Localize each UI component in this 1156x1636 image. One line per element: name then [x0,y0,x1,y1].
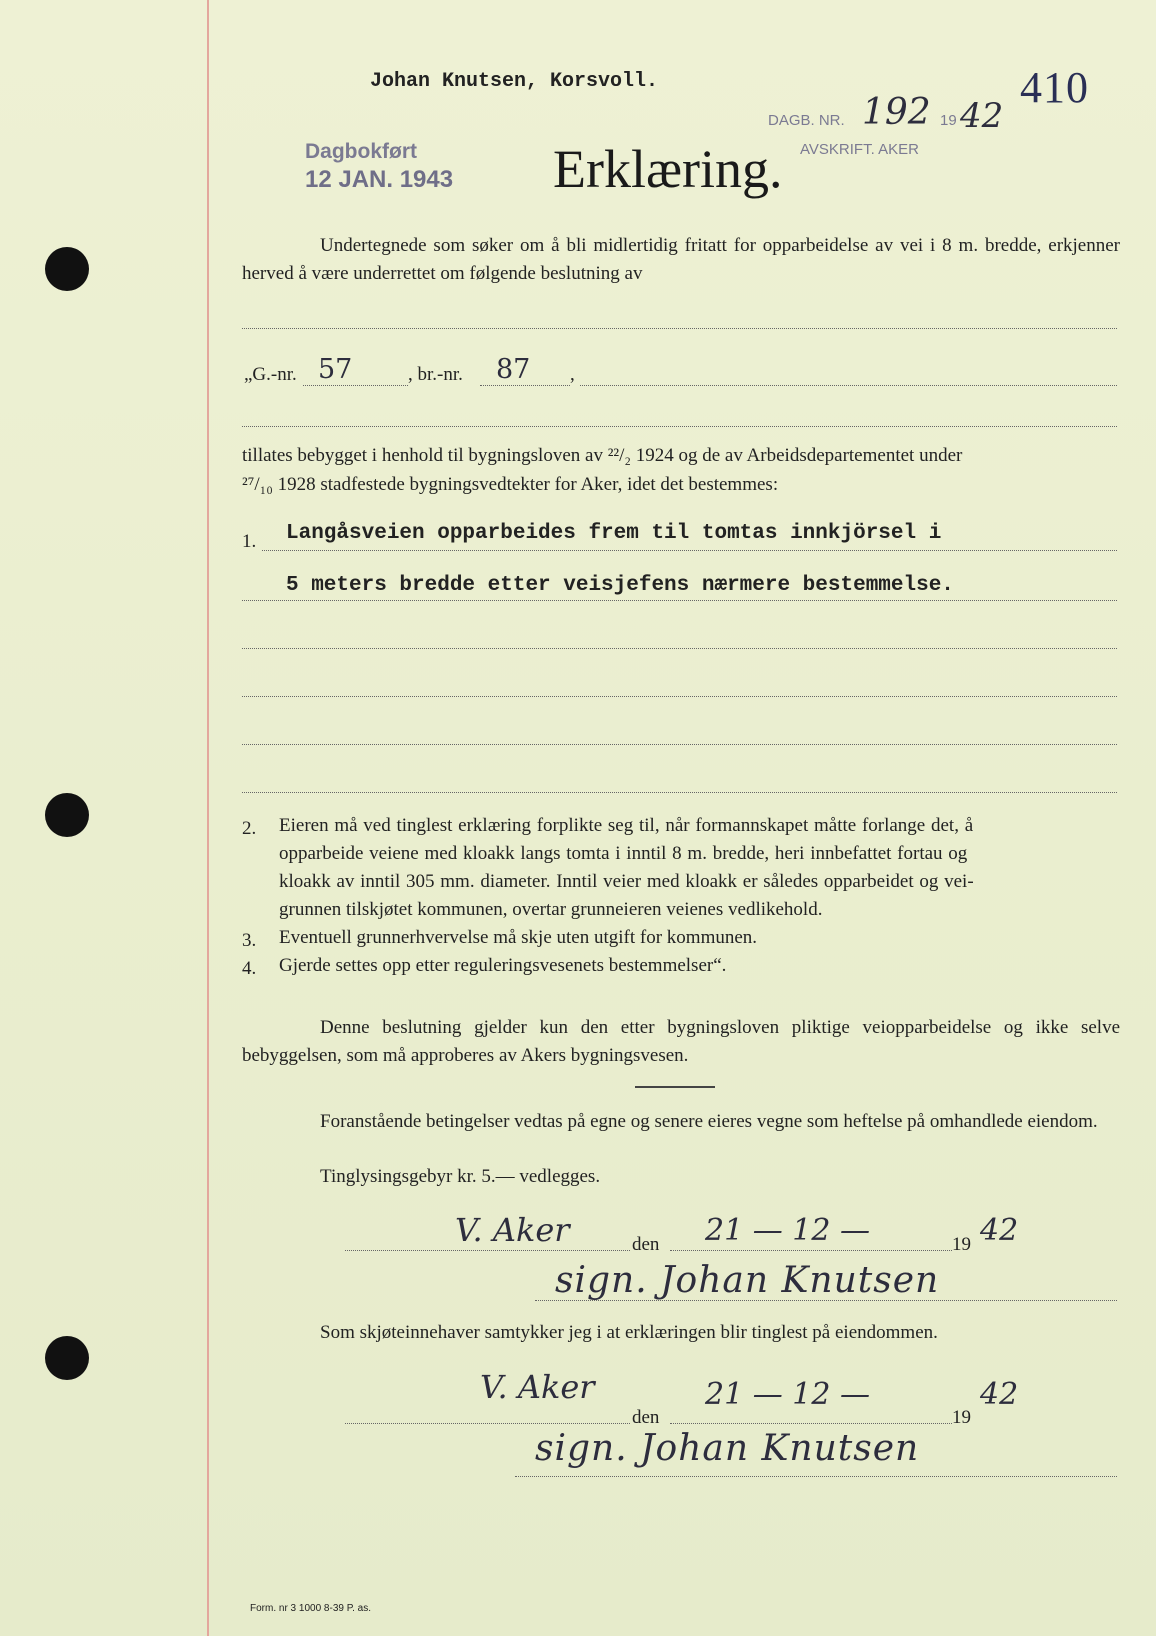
signature-1-line [535,1300,1117,1301]
intro-paragraph [242,232,1120,288]
punch-hole-middle [45,793,89,837]
signature-1-year: 42 [980,1213,1019,1248]
condition-1-line-rule [262,550,1117,551]
dagb-number: 192 [862,92,931,133]
dagb-year: 42 [960,96,1004,136]
condition-2-line-1: Eieren må ved tinglest erklæring forplikte seg til, når formannskapet måtte forlange det, å [279,815,974,836]
gnr-line [303,385,408,386]
blank-line [242,328,1117,329]
signature-2-date: 21 — 12 — [705,1377,870,1412]
condition-1-line-1: Langåsveien opparbeides frem til tomtas innkjörsel i [286,522,942,545]
condition-1-number: 1. [242,531,257,552]
document-title: Erklæring. [553,139,783,199]
consent-text: Som skjøteinnehaver samtykker jeg i at erklæringen blir tinglest på eiendommen. [320,1322,938,1343]
condition-2-line-2: opparbeide veiene med kloakk langs tomta i inntil 8 m. bredde, heri innbefattet fortau og [279,843,968,864]
signature-2-den-label: den [632,1407,660,1428]
divider [635,1086,715,1088]
signature-2-year-prefix: 19 [952,1407,971,1428]
signature-2-line [515,1476,1117,1477]
condition-2-number: 2. [242,818,257,839]
dagb-stamp-label: DAGB. NR. [768,112,845,129]
gnr-label: „G.-nr. [244,364,297,385]
blank-line [242,648,1117,649]
blank-line [242,696,1117,697]
signature-1-date-line [670,1250,952,1251]
signature-1-place: V. Aker [455,1211,570,1249]
property-line-rest [580,385,1117,386]
gnr-value: 57 [318,354,353,385]
margin-line [207,0,209,1636]
blank-line [242,744,1117,745]
form-number: Form. nr 3 1000 8-39 P. as. [250,1603,371,1614]
note-paragraph [242,1014,1120,1070]
condition-2-line-3: kloakk av inntil 305 mm. diameter. Inntil veier med kloakk er således opparbeidet og vei- [279,871,974,892]
condition-3-number: 3. [242,930,257,951]
blank-line [242,792,1117,793]
signature-1: sign. Johan Knutsen [555,1260,940,1301]
signature-2-year: 42 [980,1377,1019,1412]
intro-text: Undertegnede som søker om å bli midlertidig fritatt for opparbeidelse av vei i 8 m. bredde, erkjenner herved å være underrettet om følgende beslutning av [242,235,1120,284]
signature-2-place: V. Aker [480,1368,595,1406]
signature-2-place-line [345,1423,630,1424]
condition-1-line-rule [242,600,1117,601]
conditions-paragraph [242,1108,1120,1136]
condition-4-text: Gjerde settes opp etter reguleringsvesenets bestemmelser“. [279,955,727,976]
note-text: Denne beslutning gjelder kun den etter bygningsloven pliktige veiopparbeidelse og ikke selve bebyggelsen, som må approberes av Akers bygningsvesen. [242,1017,1120,1066]
applicant-name: Johan Knutsen, Korsvoll. [370,70,659,93]
brnr-label: , br.-nr. [408,364,463,385]
avskrift-stamp: AVSKRIFT. AKER [800,141,919,158]
signature-2: sign. Johan Knutsen [535,1428,920,1469]
punch-hole-bottom [45,1336,89,1380]
signature-1-den-label: den [632,1234,660,1255]
dagbokfort-stamp-label: Dagbokført [305,140,417,163]
permit-line-1: tillates bebygget i henhold til bygningsloven av ²²/₂ 1924 og de av Arbeidsdepartementet under [242,445,963,466]
signature-1-year-prefix: 19 [952,1234,971,1255]
dagbokfort-stamp-date: 12 JAN. 1943 [305,166,454,193]
conditions-text: Foranstående betingelser vedtas på egne og senere eieres vegne som heftelse på omhandlede eiendom. [320,1111,1098,1132]
property-comma: , [570,364,575,385]
signature-1-place-line [345,1250,630,1251]
condition-1-line-2: 5 meters bredde etter veisjefens nærmere bestemmelse. [286,574,954,597]
brnr-value: 87 [496,354,531,385]
punch-hole-top [45,247,89,291]
permit-line-2: ²⁷/₁₀ 1928 stadfestede bygningsvedtekter for Aker, idet det bestemmes: [242,474,779,495]
dagb-year-prefix: 19 [940,112,957,129]
brnr-line [480,385,570,386]
signature-1-date: 21 — 12 — [705,1213,870,1248]
condition-3-text: Eventuell grunnerhvervelse må skje uten utgift for kommunen. [279,927,758,948]
page-number: 410 [1020,63,1089,112]
condition-4-number: 4. [242,958,257,979]
fee-text: Tinglysingsgebyr kr. 5.— vedlegges. [320,1166,601,1187]
signature-2-date-line [670,1423,952,1424]
condition-2-line-4: grunnen tilskjøtet kommunen, overtar grunneieren veienes vedlikehold. [279,899,823,920]
blank-line [242,426,1117,427]
